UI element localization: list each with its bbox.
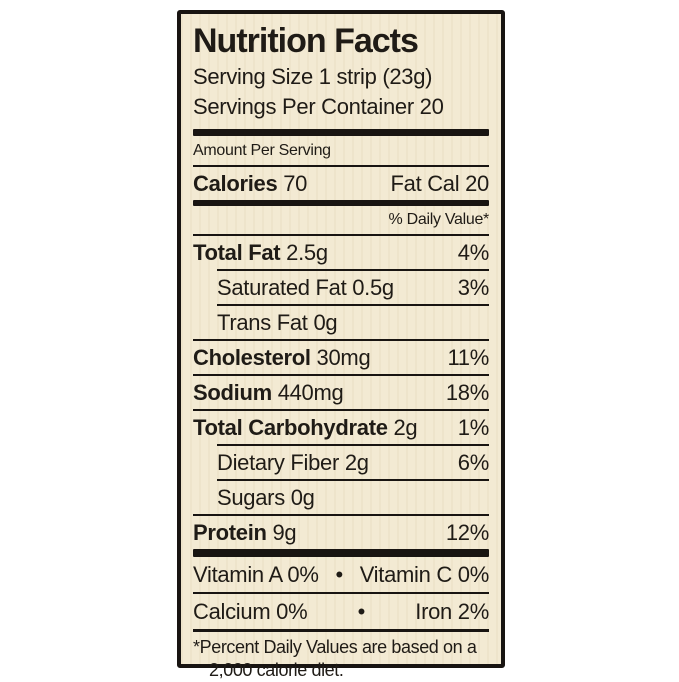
nutrient-amount: 2.5g — [286, 240, 328, 265]
bullet-separator: • — [335, 562, 343, 587]
calories-row — [193, 167, 489, 200]
servings-per-container: Servings Per Container 20 — [193, 94, 444, 119]
nutrient-name: Protein — [193, 520, 267, 545]
iron: Iron 2% — [415, 599, 489, 624]
nutrient-row-total-carbohydrate — [193, 411, 489, 444]
vitamin-row-calcium-iron — [193, 594, 489, 629]
nutrient-name: Cholesterol — [193, 345, 311, 370]
nutrient-amount: 0.5g — [352, 275, 394, 300]
serving-size: Serving Size 1 strip (23g) — [193, 64, 433, 89]
nutrient-amount: 9g — [272, 520, 297, 545]
bullet-separator: • — [357, 599, 366, 624]
nutrient-name: Total Carbohydrate — [193, 415, 388, 440]
nutrient-name: Sugars — [217, 485, 285, 510]
nutrient-amount: 30mg — [316, 345, 371, 370]
nutrient-name: Total Fat — [193, 240, 281, 265]
label-title: Nutrition Facts — [193, 22, 418, 60]
nutrition-facts-label — [177, 10, 505, 680]
vitamin-row-a-c — [193, 557, 489, 592]
thick-divider-protein — [193, 549, 489, 557]
nutrient-name: Saturated Fat — [217, 275, 347, 300]
nutrient-row-trans-fat — [193, 306, 489, 339]
nutrient-row-dietary-fiber — [193, 446, 489, 479]
vitamin-c: Vitamin C 0% — [359, 562, 489, 587]
vitamin-a: Vitamin A 0% — [193, 562, 319, 587]
daily-value-header: % Daily Value* — [388, 211, 489, 228]
calcium: Calcium 0% — [193, 599, 308, 624]
nutrient-dv: 6% — [457, 450, 489, 475]
nutrient-row-sodium — [193, 376, 489, 409]
nutrient-dv: 18% — [445, 380, 489, 405]
nutrient-amount: 2g — [393, 415, 418, 440]
calories-label: Calories — [193, 171, 278, 196]
nutrient-row-cholesterol — [193, 341, 489, 374]
nutrient-amount: 440mg — [277, 380, 344, 405]
nutrient-name: Dietary Fiber — [217, 450, 340, 475]
nutrient-row-sugars — [193, 481, 489, 514]
nutrient-name: Sodium — [193, 380, 272, 405]
nutrient-amount: 2g — [344, 450, 369, 475]
fat-cal-label: Fat Cal — [390, 171, 460, 196]
nutrient-amount: 0g — [290, 485, 315, 510]
calories — [193, 172, 307, 196]
thick-divider-top — [193, 129, 489, 136]
nutrient-amount: 0g — [313, 310, 338, 335]
footnote-line-2: 2,000 calorie diet. — [209, 660, 344, 680]
nutrient-dv: 1% — [457, 415, 489, 440]
nutrient-row-protein — [193, 516, 489, 549]
nutrient-dv: 3% — [457, 275, 489, 300]
footnote-line-1: *Percent Daily Values are based on a — [193, 637, 477, 657]
nutrient-row-total-fat — [193, 236, 489, 269]
fat-cal-value: 20 — [465, 171, 489, 196]
fat-calories — [391, 172, 490, 196]
nutrient-dv: 4% — [457, 240, 489, 265]
nutrient-dv: 11% — [447, 345, 489, 370]
calories-value: 70 — [283, 171, 308, 196]
nutrient-dv: 12% — [445, 520, 489, 545]
amount-per-serving-heading: Amount Per Serving — [193, 142, 331, 159]
nutrient-name: Trans Fat — [217, 310, 308, 335]
footnote — [193, 632, 489, 682]
nutrient-row-saturated-fat — [193, 271, 489, 304]
